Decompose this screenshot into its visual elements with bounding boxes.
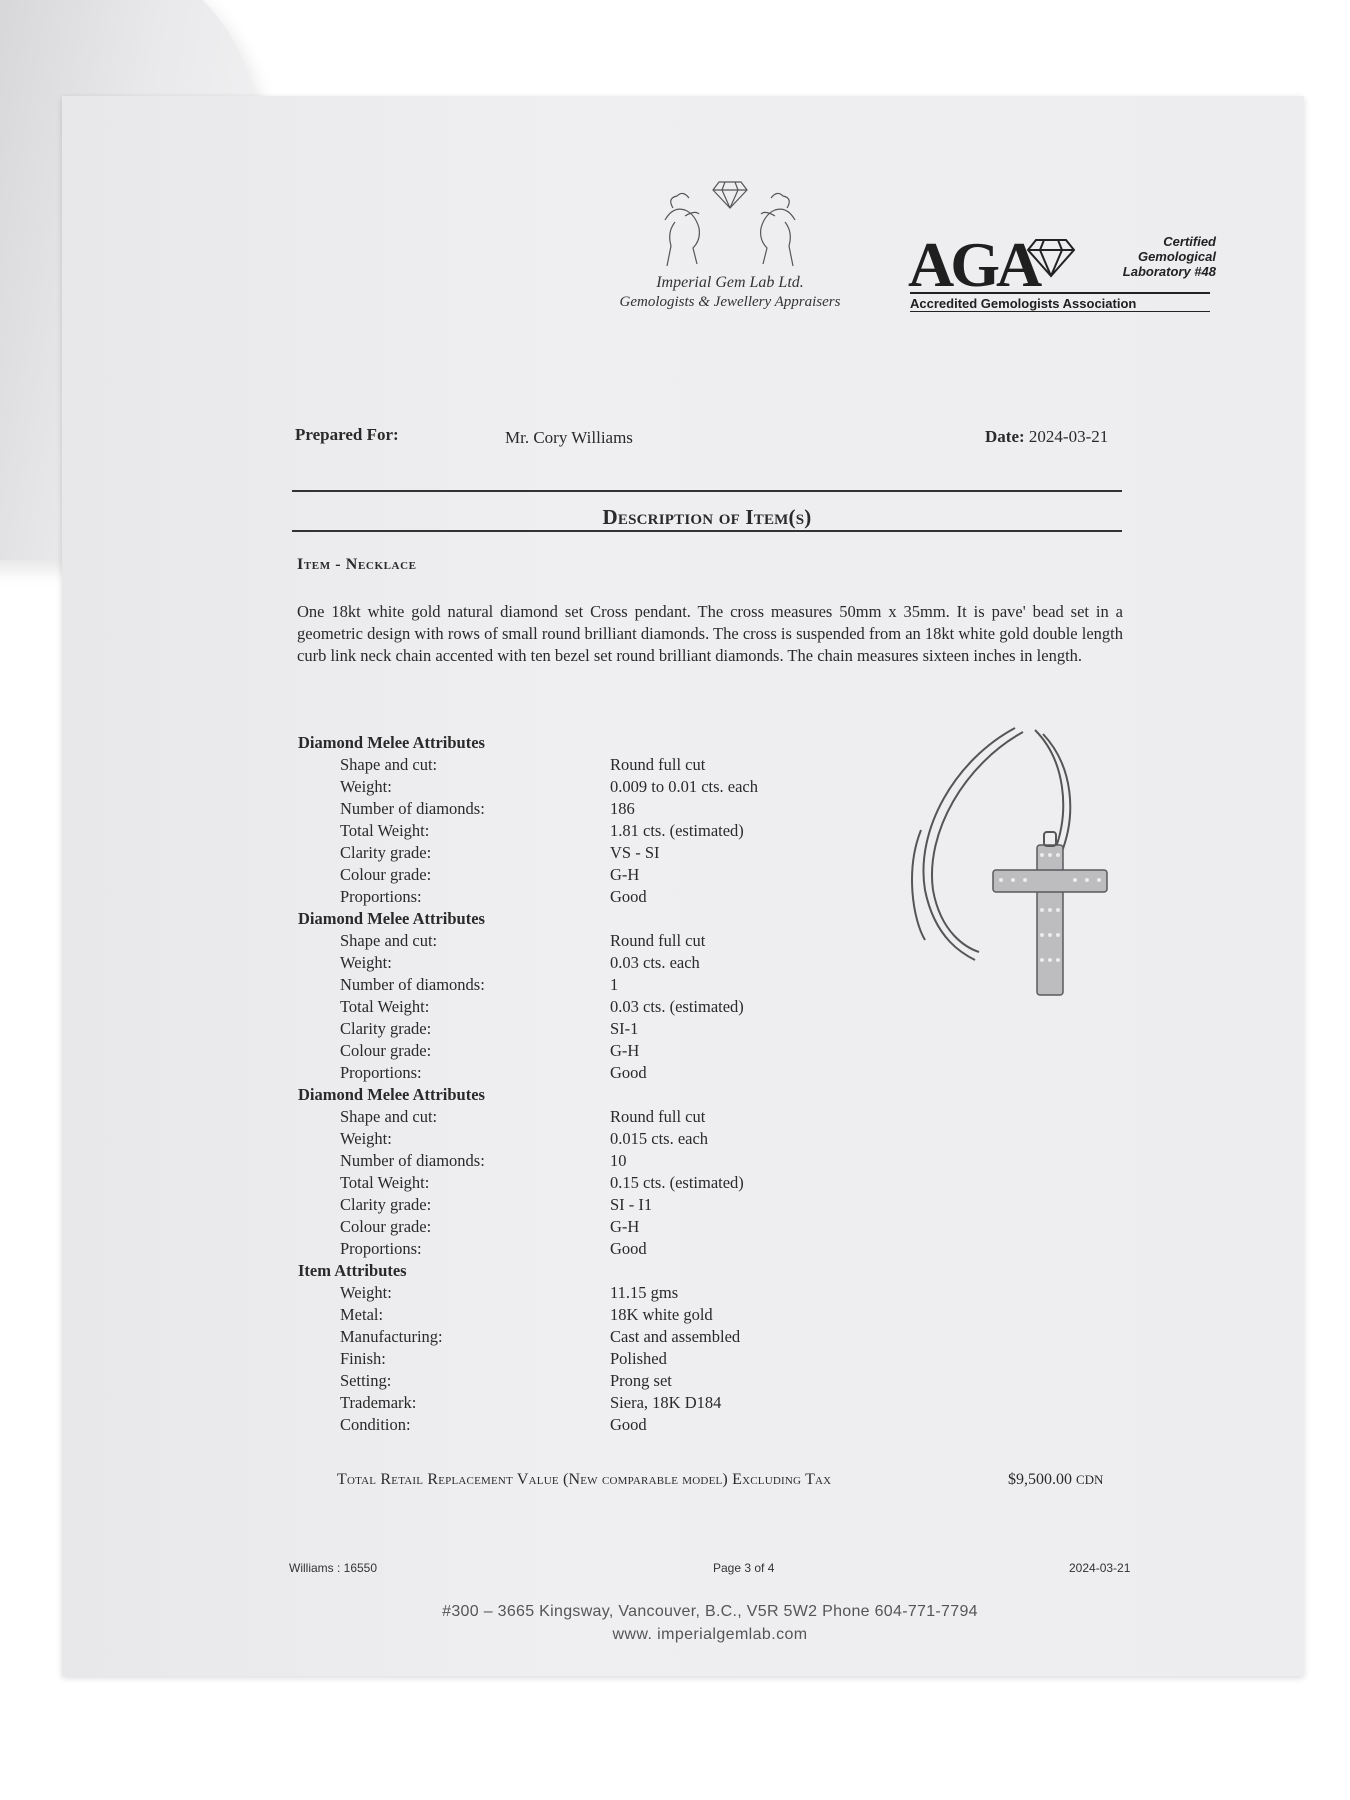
aga-full-name: Accredited Gemologists Association (910, 292, 1210, 312)
attribute-group-heading: Diamond Melee Attributes (298, 1085, 485, 1104)
total-value-label: Total Retail Replacement Value (New comparable model) Excluding Tax (337, 1471, 832, 1488)
attribute-value: Cast and assembled (610, 1327, 741, 1346)
attribute-label: Total Weight: (340, 821, 430, 840)
total-amount: $9,500.00 (1008, 1471, 1072, 1488)
attribute-label: Weight: (340, 1283, 392, 1302)
attribute-label: Number of diamonds: (340, 975, 485, 994)
attribute-value: SI-1 (610, 1019, 639, 1038)
attribute-value: G-H (610, 1217, 640, 1236)
attribute-value: Good (610, 887, 647, 906)
attribute-value: Round full cut (610, 931, 706, 950)
attribute-value: 0.015 cts. each (610, 1129, 709, 1148)
attribute-value: VS - SI (610, 843, 660, 862)
aga-cert-line-2: Gemological (1137, 249, 1216, 264)
attribute-value: Siera, 18K D184 (610, 1393, 722, 1412)
attribute-label: Number of diamonds: (340, 1151, 485, 1170)
attribute-value: 0.009 to 0.01 cts. each (610, 777, 759, 796)
attribute-label: Number of diamonds: (340, 799, 485, 818)
attribute-value: SI - I1 (610, 1195, 653, 1214)
attribute-group-heading: Diamond Melee Attributes (298, 909, 485, 928)
attribute-group-heading: Item Attributes (298, 1261, 407, 1280)
report-date (985, 427, 1108, 447)
divider-top (292, 490, 1122, 492)
aga-cert-line-1: Certified (1163, 234, 1216, 249)
attribute-label: Weight: (340, 1129, 392, 1148)
attribute-label: Manufacturing: (340, 1327, 443, 1346)
aga-logo (908, 228, 1228, 312)
attribute-label: Clarity grade: (340, 843, 432, 862)
attribute-value: Good (610, 1063, 647, 1082)
item-title: Item - Necklace (297, 556, 417, 573)
attribute-label: Proportions: (340, 887, 422, 906)
attribute-value: G-H (610, 865, 640, 884)
attribute-label: Total Weight: (340, 1173, 430, 1192)
attribute-label: Metal: (340, 1305, 384, 1324)
attribute-value: 186 (610, 799, 635, 818)
cross-pendant-image (895, 720, 1135, 1020)
pendant-photo (895, 720, 1135, 1025)
attribute-group-heading: Diamond Melee Attributes (298, 733, 485, 752)
attribute-label: Clarity grade: (340, 1019, 432, 1038)
attribute-value: 1.81 cts. (estimated) (610, 821, 744, 840)
aga-letters: AGA (908, 229, 1039, 300)
footer-reference: Williams : 16550 (289, 1561, 378, 1575)
attribute-label: Trademark: (340, 1393, 417, 1412)
attribute-label: Shape and cut: (340, 755, 438, 774)
attribute-value: Prong set (610, 1371, 672, 1390)
prepared-for-label: Prepared For: (295, 425, 399, 444)
attribute-label: Colour grade: (340, 1217, 432, 1236)
attribute-value: Round full cut (610, 1107, 706, 1126)
attribute-label: Weight: (340, 953, 392, 972)
attribute-label: Clarity grade: (340, 1195, 432, 1214)
attribute-value: 1 (610, 975, 619, 994)
attribute-label: Shape and cut: (340, 931, 438, 950)
attribute-value: 0.03 cts. each (610, 953, 700, 972)
diamond-icon (1026, 236, 1076, 278)
attribute-value: Round full cut (610, 755, 706, 774)
section-title: Description of Item(s) (602, 505, 812, 529)
imperial-gem-lab-logo (600, 160, 860, 311)
total-currency: CDN (1076, 1472, 1104, 1487)
attribute-value: Good (610, 1415, 647, 1434)
lions-crest-icon (645, 160, 815, 270)
attribute-value: 18K white gold (610, 1305, 713, 1324)
total-value (1008, 1471, 1103, 1489)
attribute-value: 10 (610, 1151, 627, 1170)
client-name: Mr. Cory Williams (505, 428, 633, 447)
attribute-label: Finish: (340, 1349, 386, 1368)
lab-name: Imperial Gem Lab Ltd. (656, 274, 804, 291)
divider-bottom (292, 530, 1122, 532)
attribute-label: Setting: (340, 1371, 392, 1390)
footer-date: 2024-03-21 (1069, 1561, 1131, 1575)
attribute-value: 0.15 cts. (estimated) (610, 1173, 744, 1192)
attribute-value: G-H (610, 1041, 640, 1060)
attribute-label: Colour grade: (340, 865, 432, 884)
attribute-label: Colour grade: (340, 1041, 432, 1060)
footer-page-number: Page 3 of 4 (713, 1561, 775, 1575)
item-description: One 18kt white gold natural diamond set Cross pendant. The cross measures 50mm x 35mm. It is pave' bead set in a geometric design with rows of small round brilliant diamonds. The cross is suspended from an 18kt white gold double length curb link neck chain accented with ten bezel set round brilliant diamonds. The chain measures sixteen inches in length. (297, 602, 1123, 665)
date-label: Date: (985, 427, 1025, 446)
attribute-value: 0.03 cts. (estimated) (610, 997, 744, 1016)
footer-address: #300 – 3665 Kingsway, Vancouver, B.C., V5R 5W2 Phone 604-771-7794 (442, 1603, 978, 1620)
footer-website: www. imperialgemlab.com (612, 1626, 808, 1643)
attribute-label: Proportions: (340, 1063, 422, 1082)
attribute-label: Proportions: (340, 1239, 422, 1258)
attribute-value: Good (610, 1239, 647, 1258)
attribute-value: Polished (610, 1349, 667, 1368)
attribute-label: Shape and cut: (340, 1107, 438, 1126)
date-value: 2024-03-21 (1028, 427, 1109, 446)
attribute-label: Total Weight: (340, 997, 430, 1016)
attribute-label: Weight: (340, 777, 392, 796)
aga-certification (1076, 234, 1216, 279)
attribute-value: 11.15 gms (610, 1283, 679, 1302)
attribute-label: Condition: (340, 1415, 411, 1434)
aga-cert-line-3: Laboratory #48 (1122, 264, 1216, 279)
lab-tagline: Gemologists & Jewellery Appraisers (619, 294, 841, 310)
